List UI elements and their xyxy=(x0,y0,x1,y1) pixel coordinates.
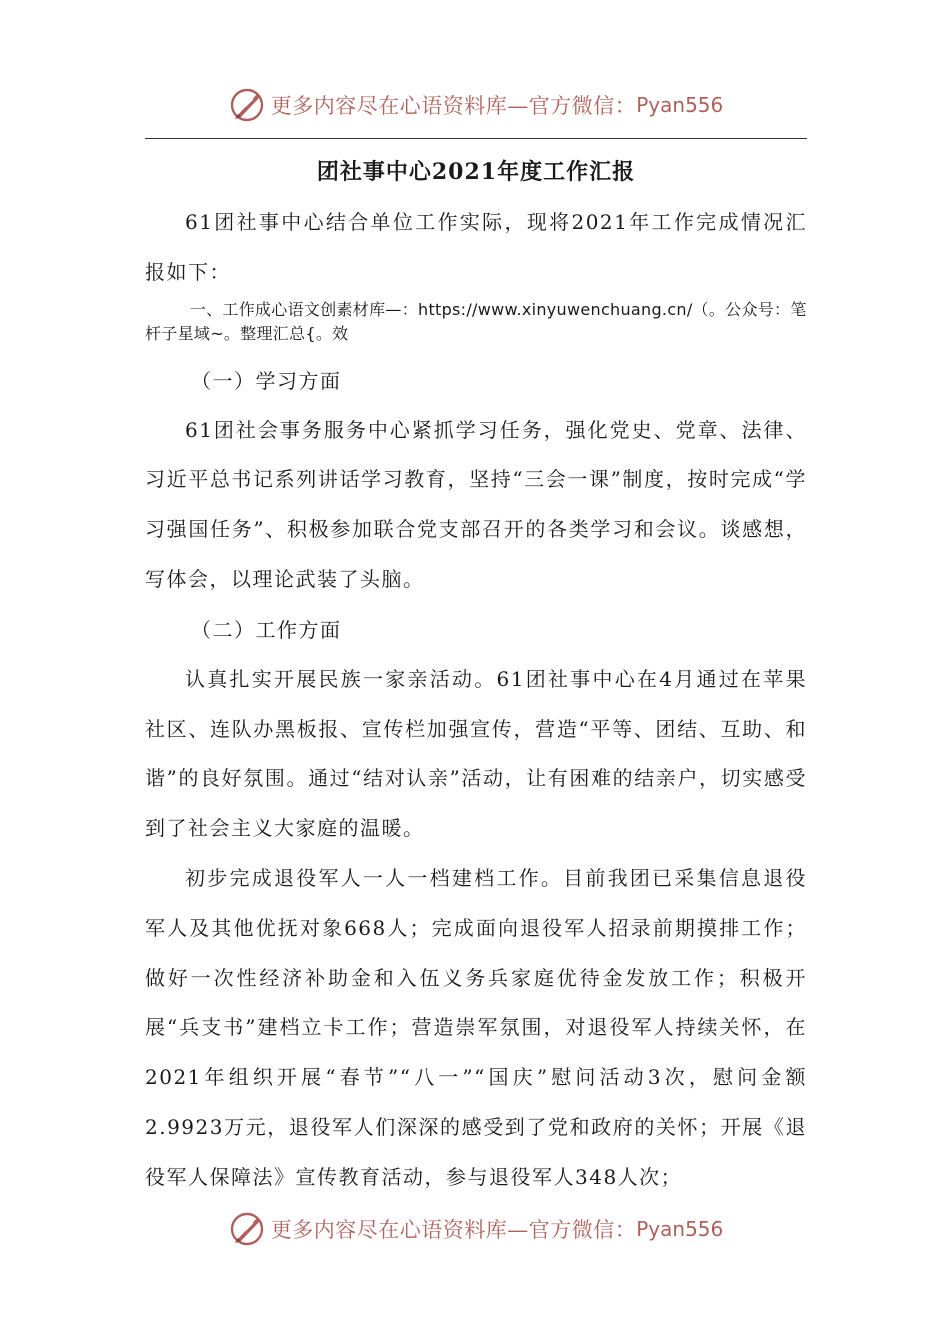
work-paragraph-1: 认真扎实开展民族一家亲活动。61团社事中心在4月通过在苹果社区、连队办黑板报、宣传栏加强宣传，营造“平等、团结、互助、和谐”的良好氛围。通过“结对认亲”活动，让有困难的结亲户，切实感受到了社会主义大家庭的温暖。 xyxy=(145,666,807,841)
footer-banner xyxy=(0,1204,950,1254)
header-divider xyxy=(145,138,807,139)
banner-text: 更多内容尽在心语资料库—官方微信： xyxy=(270,94,637,118)
intro-paragraph: 61团社事中心结合单位工作实际，现将2021年工作完成情况汇报如下： xyxy=(145,210,807,284)
work-paragraph-2: 初步完成退役军人一人一档建档工作。目前我团已采集信息退役军人及其他优抚对象668人；完成面向退役军人招录前期摸排工作；做好一次性经济补助金和入伍义务兵家庭优待金发放工作；积极开展“兵支书”建档立卡工作；营造崇军氛围，对退役军人持续关怀，在2021年组织开展“春节”“八一”“国庆”慰问活动3次，慰问金额2.9923万元，退役军人们深深的感受到了党和政府的关怀；开展《退役军人保障法》宣传教育活动，参与退役军人348人次； xyxy=(145,865,807,1189)
section-heading-1: 一、工作成心语文创素材库—：https://www.xinyuwenchuang.cn/（。公众号：笔杆子星域~。整理汇总{。效 xyxy=(145,299,807,343)
quill-pen-logo-icon xyxy=(227,1209,267,1249)
footer-wechat-id: Pyan556 xyxy=(636,1217,724,1241)
header-banner xyxy=(0,80,950,130)
quill-pen-logo-icon xyxy=(227,85,267,125)
subsection-study: （一）学习方面 xyxy=(191,368,342,393)
document-title: 团社事中心2021年度工作汇报 xyxy=(316,159,636,185)
subsection-work: （二）工作方面 xyxy=(191,617,342,642)
banner-wechat-id: Pyan556 xyxy=(636,93,724,117)
footer-banner-text: 更多内容尽在心语资料库—官方微信： xyxy=(270,1218,637,1242)
document-body xyxy=(145,198,807,1203)
study-paragraph: 61团社会事务服务中心紧抓学习任务，强化党史、党章、法律、习近平总书记系列讲话学习教育，坚持“三会一课”制度，按时完成“学习强国任务”、积极参加联合党支部召开的各类学习和会议。谈感想，写体会，以理论武装了头脑。 xyxy=(145,417,807,591)
